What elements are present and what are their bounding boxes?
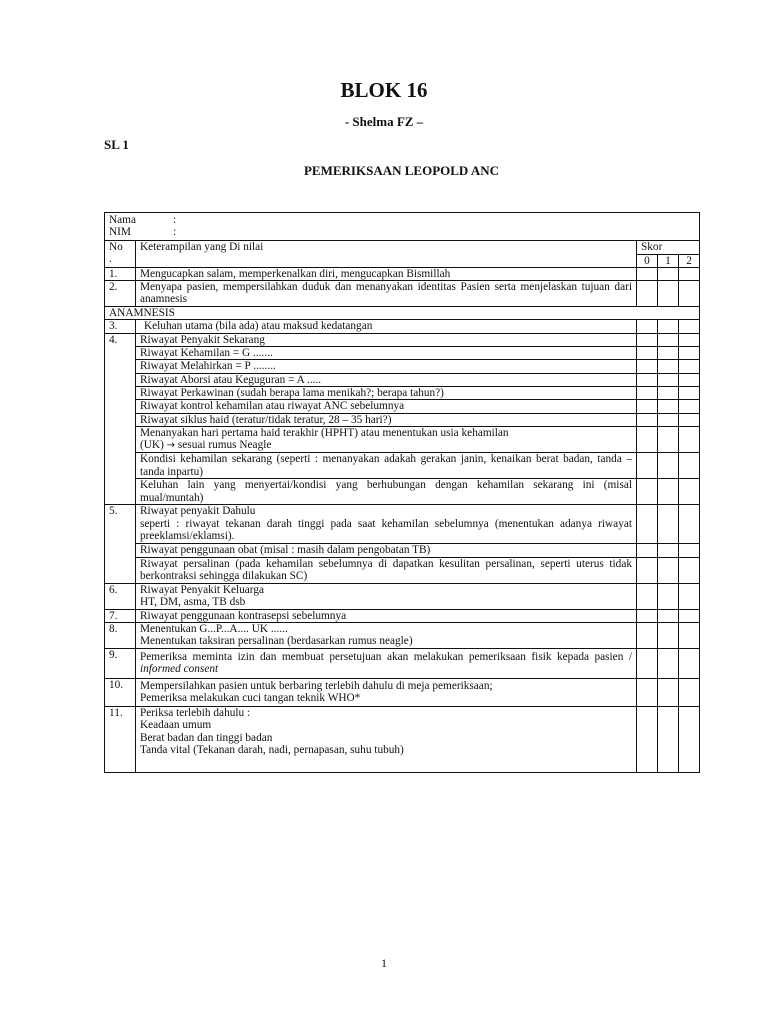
table-row: Riwayat kontrol kehamilan atau riwayat ANC sebelumnya bbox=[105, 400, 700, 413]
score-cell[interactable] bbox=[658, 347, 679, 360]
nim-field: NIM : bbox=[109, 226, 177, 239]
score-cell[interactable] bbox=[679, 400, 700, 413]
arrow-right-icon: → bbox=[166, 440, 176, 452]
page-title: BLOK 16 bbox=[340, 78, 428, 102]
score-cell[interactable] bbox=[679, 360, 700, 373]
score-cell[interactable] bbox=[679, 623, 700, 649]
score-cell[interactable] bbox=[637, 623, 658, 649]
table-row: Riwayat Aborsi atau Keguguran = A ..... bbox=[105, 373, 700, 386]
score-cell[interactable] bbox=[658, 413, 679, 426]
score-cell[interactable] bbox=[658, 623, 679, 649]
score-cell[interactable] bbox=[637, 679, 658, 707]
score-cell[interactable] bbox=[637, 544, 658, 557]
score-cell[interactable] bbox=[637, 426, 658, 453]
score-cell[interactable] bbox=[637, 333, 658, 346]
table-row: 10. Mempersilahkan pasien untuk berbaring terlebih dahulu di meja pemeriksaan; Pemeriksa melakukan cuci tangan teknik WHO* bbox=[105, 679, 700, 707]
score-1-header: 1 bbox=[658, 254, 679, 267]
score-cell[interactable] bbox=[637, 281, 658, 307]
score-cell[interactable] bbox=[679, 707, 700, 773]
table-row: Keluhan lain yang menyertai/kondisi yang berhubungan dengan kehamilan sekarang ini (misal mual/muntah) bbox=[105, 479, 700, 505]
score-cell[interactable] bbox=[679, 413, 700, 426]
score-cell[interactable] bbox=[637, 400, 658, 413]
score-cell[interactable] bbox=[658, 426, 679, 453]
score-cell[interactable] bbox=[658, 386, 679, 399]
table-row: Riwayat Melahirkan = P ........ bbox=[105, 360, 700, 373]
score-cell[interactable] bbox=[679, 426, 700, 453]
score-cell[interactable] bbox=[679, 479, 700, 505]
score-cell[interactable] bbox=[679, 679, 700, 707]
table-row: Kondisi kehamilan sekarang (seperti : menanyakan adakah gerakan janin, kenaikan berat badan, tanda – tanda inpartu) bbox=[105, 453, 700, 479]
score-cell[interactable] bbox=[679, 649, 700, 679]
table-row: 5. Riwayat penyakit Dahulu seperti : riwayat tekanan darah tinggi pada saat kehamilan sebelumnya (menentukan adanya riwayat preeklamsi/eklamsi). bbox=[105, 505, 700, 544]
score-cell[interactable] bbox=[637, 267, 658, 280]
table-row: 2. Menyapa pasien, mempersilahkan duduk dan menanyakan identitas Pasien serta menjelaskan tujuan dari anamnesis bbox=[105, 281, 700, 307]
table-row: 8. Menentukan G...P...A.... UK ...... Menentukan taksiran persalinan (berdasarkan rumus neagle) bbox=[105, 623, 700, 649]
score-cell[interactable] bbox=[679, 557, 700, 583]
score-cell[interactable] bbox=[679, 609, 700, 622]
score-cell[interactable] bbox=[658, 544, 679, 557]
score-cell[interactable] bbox=[679, 386, 700, 399]
table-row: 9. Pemeriksa meminta izin dan membuat persetujuan akan melakukan pemeriksaan fisik kepada pasien / informed consent bbox=[105, 649, 700, 679]
score-cell[interactable] bbox=[679, 583, 700, 609]
header-no: No . bbox=[105, 240, 136, 267]
table-row: Riwayat Perkawinan (sudah berapa lama menikah?; berapa tahun?) bbox=[105, 386, 700, 399]
page-number: 1 bbox=[381, 956, 387, 970]
identity-row bbox=[105, 213, 700, 241]
score-cell[interactable] bbox=[658, 479, 679, 505]
score-cell[interactable] bbox=[679, 320, 700, 333]
score-cell[interactable] bbox=[658, 609, 679, 622]
score-cell[interactable] bbox=[679, 373, 700, 386]
table-row: 7. Riwayat penggunaan kontrasepsi sebelumnya bbox=[105, 609, 700, 622]
score-cell[interactable] bbox=[679, 505, 700, 544]
score-cell[interactable] bbox=[637, 386, 658, 399]
section-row-anamnesis: ANAMNESIS bbox=[105, 307, 700, 320]
score-cell[interactable] bbox=[679, 453, 700, 479]
score-cell[interactable] bbox=[658, 400, 679, 413]
score-cell[interactable] bbox=[658, 649, 679, 679]
score-cell[interactable] bbox=[637, 707, 658, 773]
score-cell[interactable] bbox=[658, 679, 679, 707]
score-cell[interactable] bbox=[658, 320, 679, 333]
table-row: 4. Riwayat Penyakit Sekarang bbox=[105, 333, 700, 346]
score-cell[interactable] bbox=[637, 360, 658, 373]
score-cell[interactable] bbox=[658, 373, 679, 386]
score-cell[interactable] bbox=[637, 609, 658, 622]
score-cell[interactable] bbox=[679, 281, 700, 307]
score-cell[interactable] bbox=[658, 583, 679, 609]
score-2-header: 2 bbox=[679, 254, 700, 267]
score-cell[interactable] bbox=[637, 413, 658, 426]
score-cell[interactable] bbox=[637, 649, 658, 679]
score-cell[interactable] bbox=[679, 544, 700, 557]
score-cell[interactable] bbox=[637, 479, 658, 505]
table-row: 11. Periksa terlebih dahulu : Keadaan umum Berat badan dan tinggi badan Tanda vital (Tekanan darah, nadi, pernapasan, suhu tubuh) bbox=[105, 707, 700, 773]
table-row: 1. Mengucapkan salam, memperkenalkan diri, mengucapkan Bismillah bbox=[105, 267, 700, 280]
score-cell[interactable] bbox=[658, 281, 679, 307]
table-row: Riwayat Kehamilan = G ....... bbox=[105, 347, 700, 360]
name-field: Nama : bbox=[109, 214, 177, 226]
score-cell[interactable] bbox=[637, 583, 658, 609]
score-cell[interactable] bbox=[658, 333, 679, 346]
table-row: Riwayat siklus haid (teratur/tidak teratur, 28 – 35 hari?) bbox=[105, 413, 700, 426]
header-score: Skor bbox=[637, 240, 700, 254]
score-0-header: 0 bbox=[637, 254, 658, 267]
table-header-row bbox=[105, 240, 700, 254]
score-cell[interactable] bbox=[637, 373, 658, 386]
score-cell[interactable] bbox=[658, 707, 679, 773]
table-row: Riwayat penggunaan obat (misal : masih dalam pengobatan TB) bbox=[105, 544, 700, 557]
table-row: 6. Riwayat Penyakit Keluarga HT, DM, asma, TB dsb bbox=[105, 583, 700, 609]
author-subtitle: - Shelma FZ – bbox=[344, 114, 424, 129]
score-cell[interactable] bbox=[679, 267, 700, 280]
score-cell[interactable] bbox=[637, 505, 658, 544]
header-skill: Keterampilan yang Di nilai bbox=[136, 240, 637, 267]
score-cell[interactable] bbox=[637, 557, 658, 583]
score-cell[interactable] bbox=[637, 453, 658, 479]
assessment-table bbox=[104, 212, 700, 773]
score-cell[interactable] bbox=[658, 557, 679, 583]
score-cell[interactable] bbox=[637, 320, 658, 333]
table-row: Riwayat persalinan (pada kehamilan sebelumnya di dapatkan kesulitan persalinan, seperti uterus tidak berkontraksi sehingga dilakukan SC) bbox=[105, 557, 700, 583]
score-cell[interactable] bbox=[679, 333, 700, 346]
score-cell[interactable] bbox=[637, 347, 658, 360]
sl-label: SL 1 bbox=[104, 137, 129, 152]
score-cell[interactable] bbox=[658, 453, 679, 479]
table-row: 3. Keluhan utama (bila ada) atau maksud kedatangan bbox=[105, 320, 700, 333]
section-title: PEMERIKSAAN LEOPOLD ANC bbox=[303, 163, 500, 178]
score-cell[interactable] bbox=[658, 267, 679, 280]
score-cell[interactable] bbox=[658, 505, 679, 544]
score-cell[interactable] bbox=[679, 347, 700, 360]
score-cell[interactable] bbox=[658, 360, 679, 373]
table-row: Menanyakan hari pertama haid terakhir (HPHT) atau menentukan usia kehamilan (UK) → sesuai rumus Neagle bbox=[105, 426, 700, 453]
